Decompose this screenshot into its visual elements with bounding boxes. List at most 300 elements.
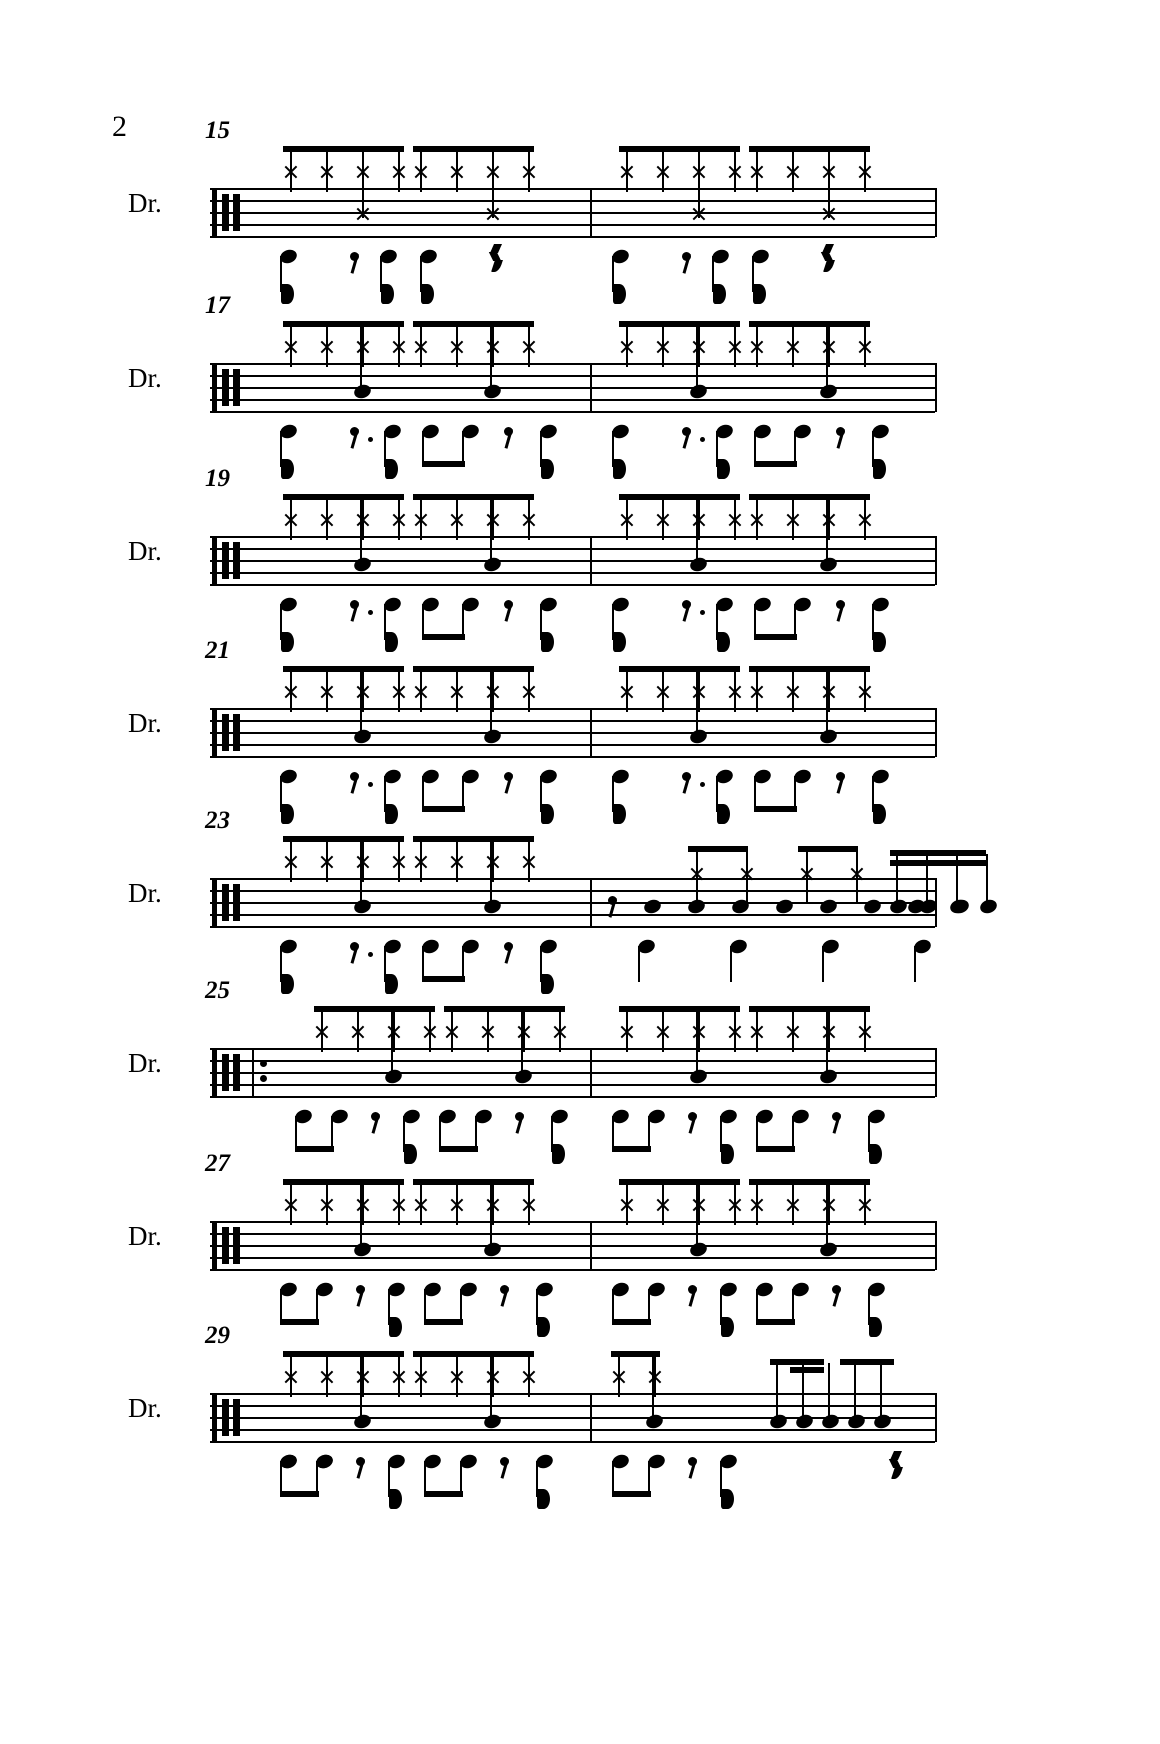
note-flag: [541, 632, 554, 652]
beam: [413, 321, 534, 327]
note-stem: [360, 1183, 362, 1249]
clef-bar: [222, 1227, 229, 1264]
rest-segment: [823, 260, 835, 272]
clef-bar: [222, 194, 229, 231]
note-stem: [326, 1183, 328, 1225]
beam: [413, 836, 534, 842]
note-stem: [528, 840, 530, 882]
percussion-clef: [222, 884, 240, 921]
hihat-x-notehead: [692, 206, 706, 220]
percussion-clef: [222, 1054, 240, 1091]
note-stem: [360, 498, 362, 564]
note-stem: [456, 498, 458, 540]
note-stem: [290, 840, 292, 882]
note-stem: [398, 325, 400, 367]
note-stem: [456, 1183, 458, 1225]
note-stem: [698, 1010, 700, 1052]
note-stem: [456, 1355, 458, 1397]
note-stem: [698, 498, 700, 540]
beam: [619, 146, 740, 152]
note-stem: [734, 1010, 736, 1052]
beam: [749, 1006, 870, 1012]
start-barline: [212, 878, 217, 927]
note-stem: [362, 1183, 364, 1225]
end-barline: [935, 1221, 937, 1270]
note-stem: [756, 150, 758, 192]
beam: [756, 1146, 795, 1152]
note-stem: [528, 325, 530, 367]
note-stem: [290, 670, 292, 712]
staff-line: [210, 878, 935, 880]
note-stem: [492, 498, 494, 540]
beam: [612, 1146, 651, 1152]
note-stem: [398, 670, 400, 712]
staff-line: [210, 1084, 935, 1086]
beam: [413, 494, 534, 500]
beam: [413, 1179, 534, 1185]
note-stem: [626, 150, 628, 192]
note-stem: [398, 840, 400, 882]
note-stem: [398, 1183, 400, 1225]
clef-bar: [233, 1227, 240, 1264]
note-stem: [734, 498, 736, 540]
note-flag: [869, 1317, 882, 1337]
note-stem: [360, 840, 362, 906]
percussion-clef: [222, 194, 240, 231]
note-stem: [420, 1355, 422, 1397]
note-flag: [613, 632, 626, 652]
staff-line: [210, 890, 935, 892]
note-stem: [986, 854, 988, 906]
instrument-label: Dr.: [128, 1393, 162, 1423]
beam: [444, 1006, 565, 1012]
instrument-label: Dr.: [128, 188, 162, 218]
end-barline: [935, 1393, 937, 1442]
note-stem: [490, 325, 492, 391]
clef-bar: [222, 542, 229, 579]
note-stem: [734, 670, 736, 712]
note-stem: [326, 840, 328, 882]
beam: [754, 634, 797, 640]
note-flag: [613, 459, 626, 479]
staff-line: [210, 572, 935, 574]
note-stem: [360, 1355, 362, 1421]
end-barline: [935, 363, 937, 412]
note-stem: [864, 150, 866, 192]
note-stem: [662, 1183, 664, 1225]
note-stem: [492, 670, 494, 712]
note-stem: [696, 1183, 698, 1249]
note-stem: [802, 1363, 804, 1421]
note-stem: [357, 1010, 359, 1052]
note-stem: [756, 670, 758, 712]
note-stem: [826, 670, 828, 736]
beam: [413, 1351, 534, 1357]
note-stem: [698, 670, 700, 712]
staff-line: [210, 1393, 935, 1395]
staff-system: [0, 292, 1160, 475]
staff-line: [210, 1441, 935, 1443]
note-stem: [398, 1355, 400, 1397]
note-stem: [391, 1010, 393, 1076]
augmentation-dot: [700, 782, 705, 787]
note-stem: [290, 325, 292, 367]
note-flag: [389, 1489, 402, 1509]
note-stem: [734, 1183, 736, 1225]
note-stem: [828, 1363, 830, 1421]
staff-line: [210, 914, 935, 916]
staff-system: [0, 637, 1160, 820]
note-stem: [626, 670, 628, 712]
start-barline: [212, 1221, 217, 1270]
beam: [280, 1319, 319, 1325]
note-stem: [290, 1355, 292, 1397]
note-stem: [826, 1010, 828, 1076]
note-stem: [492, 1183, 494, 1225]
note-stem: [362, 325, 364, 367]
note-stem: [487, 1010, 489, 1052]
barline: [590, 363, 592, 412]
note-stem: [826, 1183, 828, 1249]
beam: [749, 494, 870, 500]
clef-bar: [233, 542, 240, 579]
note-stem: [492, 840, 494, 882]
measure-number: 23: [205, 807, 230, 834]
barline: [590, 1393, 592, 1442]
note-stem: [662, 670, 664, 712]
staff-line: [210, 399, 935, 401]
note-stem: [864, 325, 866, 367]
instrument-label: Dr.: [128, 1221, 162, 1251]
note-stem: [696, 1010, 698, 1076]
note-stem: [456, 150, 458, 192]
barline: [590, 1048, 592, 1097]
note-stem: [492, 1355, 494, 1397]
note-stem: [490, 1355, 492, 1421]
note-stem: [696, 325, 698, 391]
note-stem: [326, 150, 328, 192]
note-stem: [523, 1010, 525, 1052]
note-flag: [613, 284, 626, 304]
staff-system: [0, 977, 1160, 1160]
beam: [283, 836, 404, 842]
clef-bar: [233, 1054, 240, 1091]
instrument-label: Dr.: [128, 1048, 162, 1078]
note-stem: [856, 850, 858, 904]
note-stem: [734, 150, 736, 192]
staff-line: [210, 1429, 935, 1431]
note-stem: [626, 1183, 628, 1225]
percussion-clef: [222, 542, 240, 579]
note-stem: [429, 1010, 431, 1052]
note-flag: [537, 1489, 550, 1509]
beam: [890, 850, 986, 856]
note-stem: [326, 1355, 328, 1397]
beam: [422, 976, 465, 982]
end-barline: [935, 536, 937, 585]
augmentation-dot: [368, 610, 373, 615]
note-stem: [618, 1355, 620, 1397]
hihat-x-notehead: [486, 206, 500, 220]
note-flag: [873, 459, 886, 479]
note-flag: [717, 459, 730, 479]
measure-number: 25: [205, 977, 230, 1004]
staff-line: [210, 584, 935, 586]
beam: [295, 1146, 334, 1152]
staff-line: [210, 236, 935, 238]
note-flag: [753, 284, 766, 304]
note-stem: [792, 670, 794, 712]
note-stem: [528, 1183, 530, 1225]
note-stem: [662, 325, 664, 367]
augmentation-dot: [700, 610, 705, 615]
note-stem: [864, 670, 866, 712]
beam: [756, 1319, 795, 1325]
augmentation-dot: [368, 952, 373, 957]
quarter-rest: [890, 1451, 904, 1483]
note-stem: [792, 150, 794, 192]
barline: [590, 708, 592, 757]
note-stem: [826, 325, 828, 391]
note-flag: [713, 284, 726, 304]
barline: [590, 536, 592, 585]
note-flag: [385, 459, 398, 479]
note-stem: [626, 1010, 628, 1052]
note-flag: [421, 284, 434, 304]
beam: [619, 1179, 740, 1185]
barline: [590, 878, 592, 927]
beam: [749, 666, 870, 672]
staff-line: [210, 1257, 935, 1259]
note-stem: [290, 1183, 292, 1225]
note-stem: [828, 1183, 830, 1225]
note-stem: [420, 670, 422, 712]
clef-bar: [222, 1399, 229, 1436]
note-stem: [730, 946, 732, 982]
beam: [283, 494, 404, 500]
note-flag: [717, 632, 730, 652]
staff-line: [210, 926, 935, 928]
note-stem: [360, 325, 362, 391]
hihat-x-notehead: [822, 206, 836, 220]
note-stem: [451, 1010, 453, 1052]
augmentation-dot: [368, 437, 373, 442]
note-stem: [792, 498, 794, 540]
note-stem: [864, 1183, 866, 1225]
note-stem: [696, 670, 698, 736]
note-stem: [792, 325, 794, 367]
beam: [283, 1351, 404, 1357]
clef-bar: [222, 714, 229, 751]
start-barline: [212, 536, 217, 585]
note-stem: [698, 325, 700, 367]
note-flag: [281, 632, 294, 652]
note-stem: [290, 150, 292, 192]
beam: [619, 666, 740, 672]
beam: [314, 1006, 435, 1012]
augmentation-dot: [368, 782, 373, 787]
note-flag: [385, 632, 398, 652]
note-stem: [626, 325, 628, 367]
note-stem: [393, 1010, 395, 1052]
note-stem: [854, 1363, 856, 1421]
note-stem: [490, 840, 492, 906]
note-stem: [528, 150, 530, 192]
beam: [790, 1367, 824, 1373]
beam: [424, 1319, 463, 1325]
note-stem: [326, 325, 328, 367]
note-stem: [490, 1183, 492, 1249]
note-flag: [873, 632, 886, 652]
clef-bar: [222, 884, 229, 921]
beam: [840, 1359, 894, 1365]
repeat-dot: [260, 1060, 267, 1067]
note-flag: [721, 1144, 734, 1164]
note-stem: [696, 850, 698, 904]
note-stem: [420, 498, 422, 540]
clef-bar: [233, 714, 240, 751]
note-stem: [528, 498, 530, 540]
note-stem: [398, 498, 400, 540]
quarter-rest: [822, 244, 836, 276]
beam: [619, 494, 740, 500]
beam: [754, 461, 797, 467]
note-stem: [490, 498, 492, 564]
beam: [283, 1179, 404, 1185]
staff-system: [0, 117, 1160, 300]
note-stem: [326, 498, 328, 540]
note-stem: [746, 850, 748, 904]
note-stem: [828, 1010, 830, 1052]
note-stem: [362, 840, 364, 882]
note-stem: [756, 1010, 758, 1052]
note-stem: [456, 840, 458, 882]
beam: [283, 321, 404, 327]
note-stem: [828, 670, 830, 712]
beam: [280, 1491, 319, 1497]
percussion-clef: [222, 714, 240, 751]
note-stem: [490, 670, 492, 736]
staff-line: [210, 1096, 935, 1098]
note-stem: [696, 498, 698, 564]
note-stem: [756, 498, 758, 540]
hihat-x-notehead: [356, 206, 370, 220]
instrument-label: Dr.: [128, 363, 162, 393]
note-stem: [321, 1010, 323, 1052]
beam: [612, 1319, 651, 1325]
beam: [413, 146, 534, 152]
quarter-rest: [490, 244, 504, 276]
note-stem: [822, 946, 824, 982]
note-stem: [638, 946, 640, 982]
note-flag: [404, 1144, 417, 1164]
beam: [283, 146, 404, 152]
beam: [749, 146, 870, 152]
note-flag: [541, 459, 554, 479]
instrument-label: Dr.: [128, 878, 162, 908]
percussion-clef: [222, 1399, 240, 1436]
note-flag: [537, 1317, 550, 1337]
note-stem: [398, 150, 400, 192]
instrument-label: Dr.: [128, 708, 162, 738]
note-stem: [420, 150, 422, 192]
beam: [612, 1491, 651, 1497]
measure-number: 27: [205, 1150, 230, 1177]
note-stem: [698, 1183, 700, 1225]
staff-line: [210, 1405, 935, 1407]
start-barline: [212, 1048, 217, 1097]
barline: [590, 1221, 592, 1270]
beam: [413, 666, 534, 672]
note-stem: [420, 1183, 422, 1225]
measure-number: 21: [205, 637, 230, 664]
note-stem: [528, 1355, 530, 1397]
start-barline: [212, 708, 217, 757]
page-number: 2: [112, 110, 127, 143]
note-stem: [626, 498, 628, 540]
clef-bar: [233, 369, 240, 406]
note-stem: [926, 854, 928, 906]
note-flag: [281, 284, 294, 304]
notehead: [978, 897, 998, 915]
staff-line: [210, 411, 935, 413]
note-flag: [381, 284, 394, 304]
note-flag: [389, 1317, 402, 1337]
note-flag: [869, 1144, 882, 1164]
note-stem: [326, 670, 328, 712]
beam: [619, 1006, 740, 1012]
rest-segment: [891, 1467, 903, 1479]
note-stem: [662, 150, 664, 192]
repeat-dot: [260, 1075, 267, 1082]
instrument-label: Dr.: [128, 536, 162, 566]
note-stem: [914, 946, 916, 982]
start-barline: [212, 363, 217, 412]
staff-line: [210, 1269, 935, 1271]
start-barline: [212, 1393, 217, 1442]
note-stem: [828, 325, 830, 367]
beam: [754, 806, 797, 812]
note-stem: [956, 854, 958, 906]
beam: [422, 634, 465, 640]
measure-number: 17: [205, 292, 230, 319]
note-stem: [652, 1355, 654, 1421]
note-stem: [654, 1355, 656, 1397]
note-flag: [281, 459, 294, 479]
staff-line: [210, 224, 935, 226]
staff-line: [210, 756, 935, 758]
note-stem: [521, 1010, 523, 1076]
note-stem: [756, 325, 758, 367]
note-flag: [721, 1317, 734, 1337]
end-barline: [935, 708, 937, 757]
note-stem: [362, 670, 364, 712]
clef-bar: [233, 1399, 240, 1436]
beam: [439, 1146, 478, 1152]
staff-line: [210, 744, 935, 746]
staff-system: [0, 465, 1160, 648]
augmentation-dot: [700, 437, 705, 442]
note-stem: [360, 670, 362, 736]
staff-line: [210, 188, 935, 190]
beam: [422, 806, 465, 812]
note-stem: [290, 498, 292, 540]
note-stem: [880, 1363, 882, 1421]
note-stem: [528, 670, 530, 712]
barline: [590, 188, 592, 237]
beam: [619, 321, 740, 327]
beam: [890, 860, 986, 866]
